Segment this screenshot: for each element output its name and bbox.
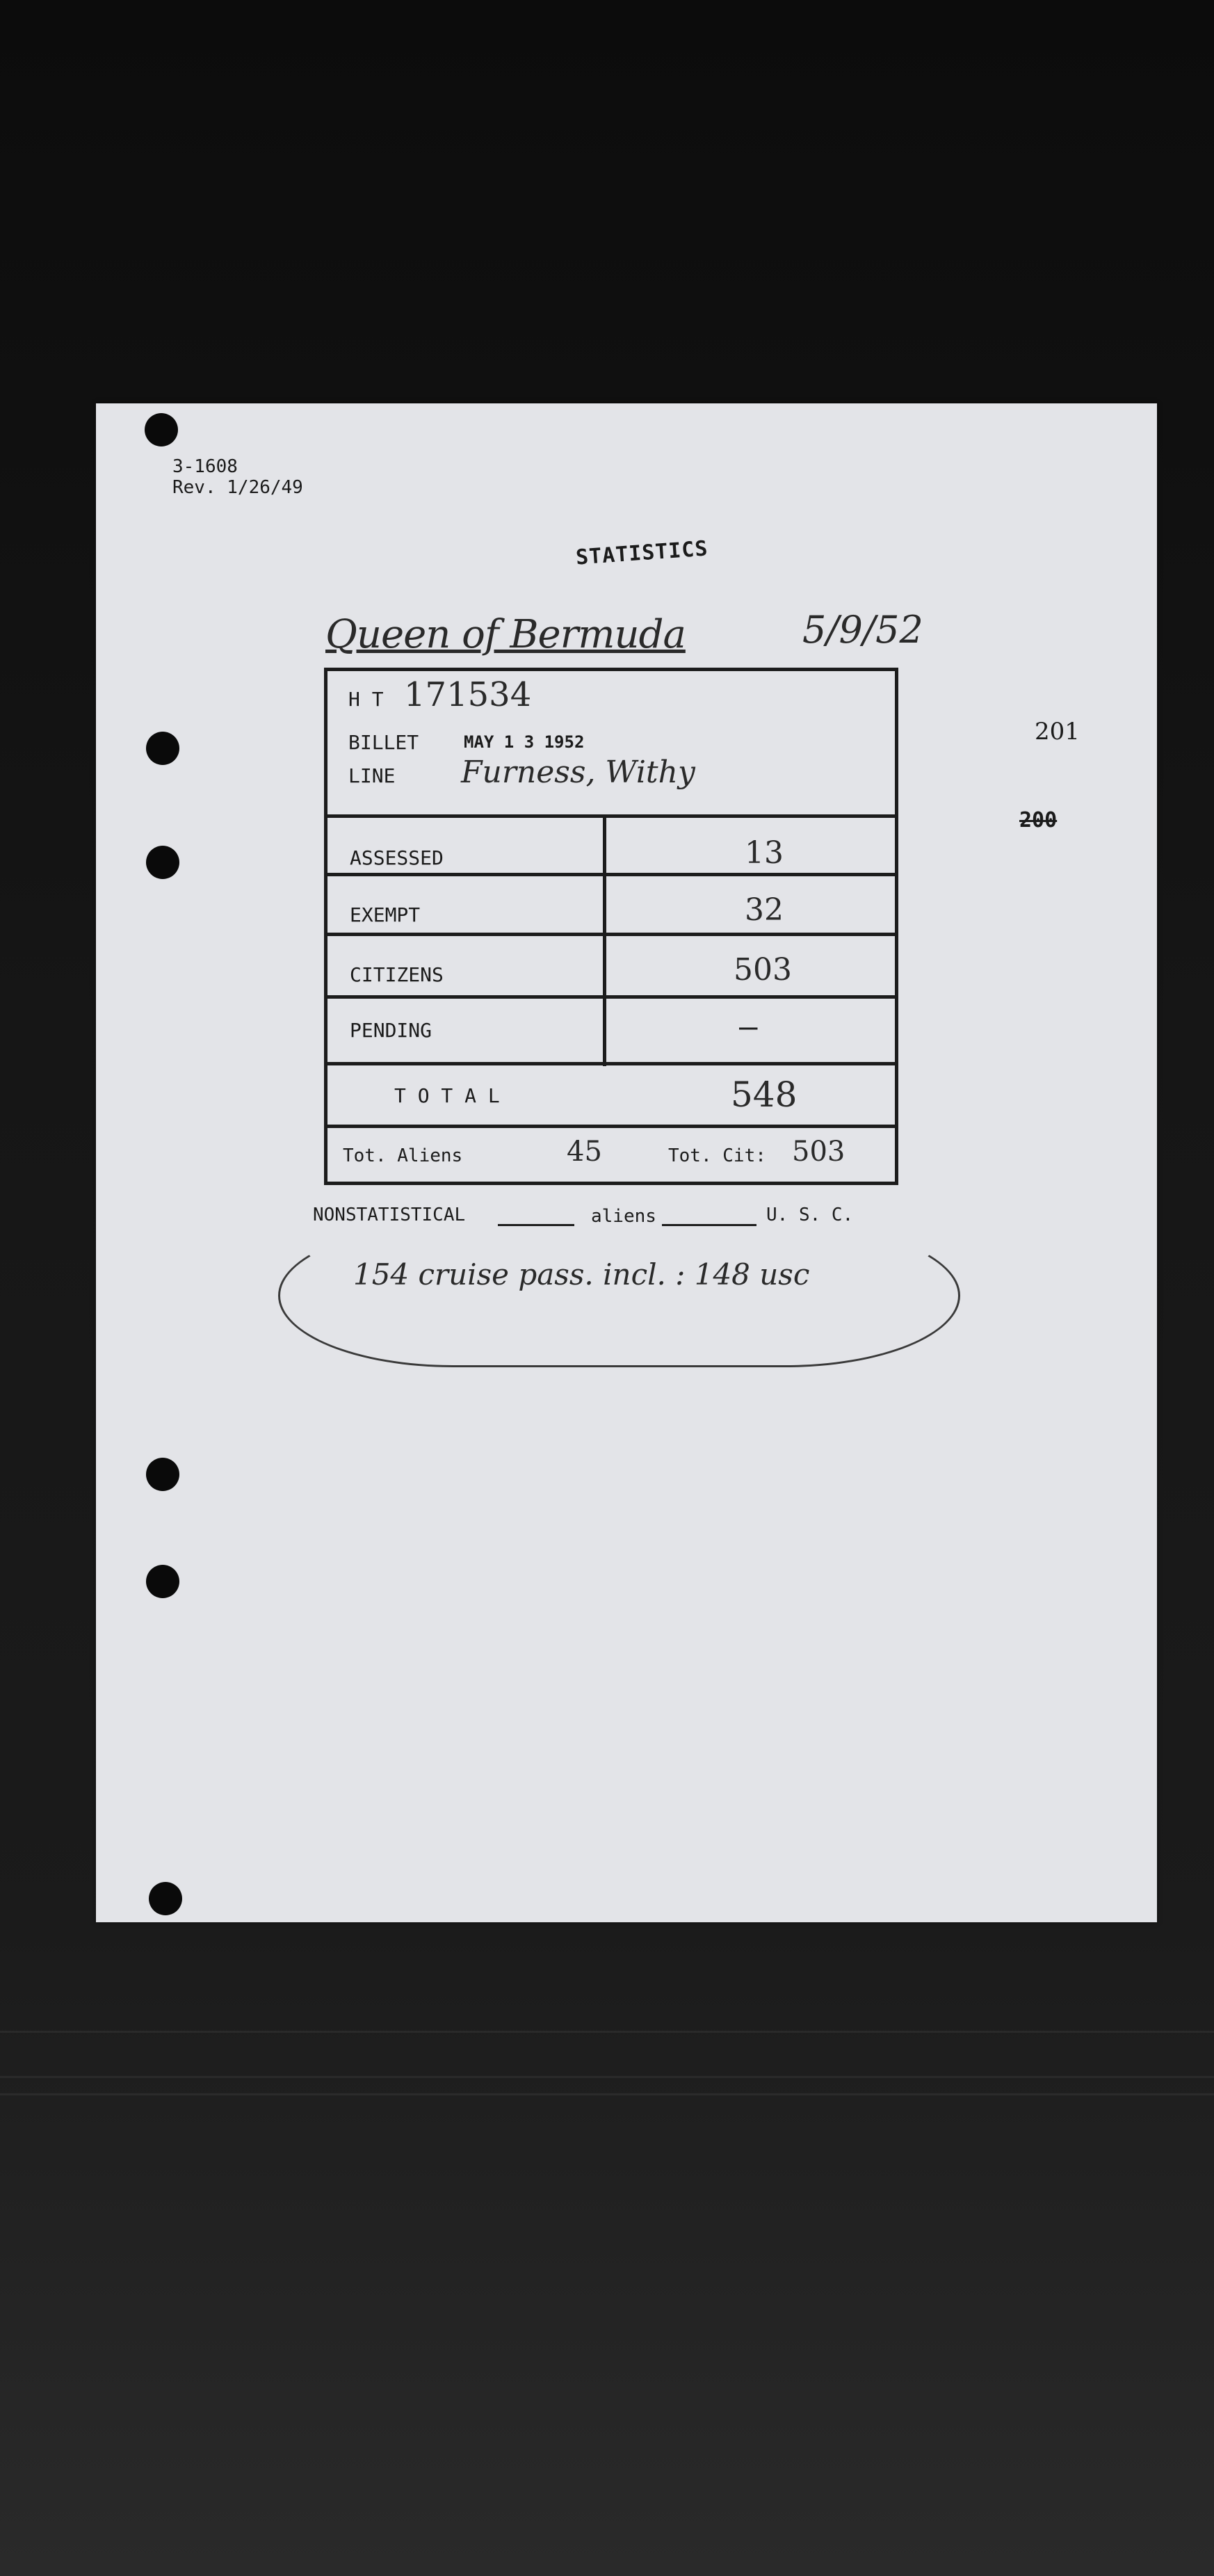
nonstatistical-label: NONSTATISTICAL [313, 1205, 466, 1225]
line-label: LINE [348, 764, 396, 787]
punch-hole [146, 846, 179, 879]
row-label-citizens: CITIZENS [350, 963, 444, 986]
voyage-date: 5/9/52 [802, 608, 923, 652]
punch-hole [149, 1882, 182, 1915]
row-divider [327, 873, 895, 876]
row-value-pending: — [739, 1009, 758, 1045]
handwritten-annotation: 154 cruise pass. incl. : 148 usc [353, 1257, 810, 1291]
row-label-assessed: ASSESSED [350, 846, 444, 869]
nonstatistical-usc-label: U. S. C. [766, 1205, 854, 1225]
punch-hole [146, 732, 179, 765]
punch-hole [146, 1565, 179, 1598]
row-divider [327, 933, 895, 936]
scan-artifact-line [0, 2076, 1214, 2078]
form-revision: Rev. 1/26/49 [172, 477, 303, 498]
row-value-exempt: 32 [745, 892, 784, 928]
document-page [96, 403, 1157, 1922]
row-divider [327, 1062, 895, 1065]
row-label-exempt: EXEMPT [350, 903, 421, 926]
column-divider [603, 814, 606, 1066]
annotation-bracket [278, 1224, 628, 1367]
page-title: STATISTICS [575, 536, 709, 570]
annotation-bracket [610, 1224, 960, 1367]
total-aliens-value: 45 [567, 1136, 602, 1168]
total-value: 548 [731, 1074, 798, 1115]
punch-hole [145, 413, 178, 446]
row-divider [327, 995, 895, 999]
total-label: T O T A L [394, 1084, 500, 1107]
billet-stamp: MAY 1 3 1952 [464, 732, 585, 752]
ht-number: 171534 [404, 675, 532, 714]
form-number: 3-1608 [172, 456, 238, 477]
row-label-pending: PENDING [350, 1019, 432, 1042]
line-value: Furness, Withy [461, 755, 695, 790]
punch-hole [146, 1458, 179, 1491]
scan-artifact-line [0, 2093, 1214, 2095]
row-value-citizens: 503 [734, 952, 792, 988]
row-divider [327, 814, 895, 818]
nonstatistical-aliens-label: aliens [591, 1206, 656, 1227]
scan-artifact-line [0, 2031, 1214, 2033]
margin-struck-number: 200 [1019, 808, 1058, 832]
row-value-assessed: 13 [745, 835, 784, 871]
total-citizens-label: Tot. Cit: [668, 1145, 766, 1166]
statistics-form [324, 668, 898, 1185]
row-divider [327, 1125, 895, 1128]
ht-label: H T [348, 688, 384, 711]
total-citizens-value: 503 [792, 1136, 845, 1168]
billet-label: BILLET [348, 731, 419, 754]
total-aliens-label: Tot. Aliens [343, 1145, 463, 1166]
vessel-name: Queen of Bermuda [325, 612, 686, 657]
margin-number: 201 [1035, 718, 1080, 746]
